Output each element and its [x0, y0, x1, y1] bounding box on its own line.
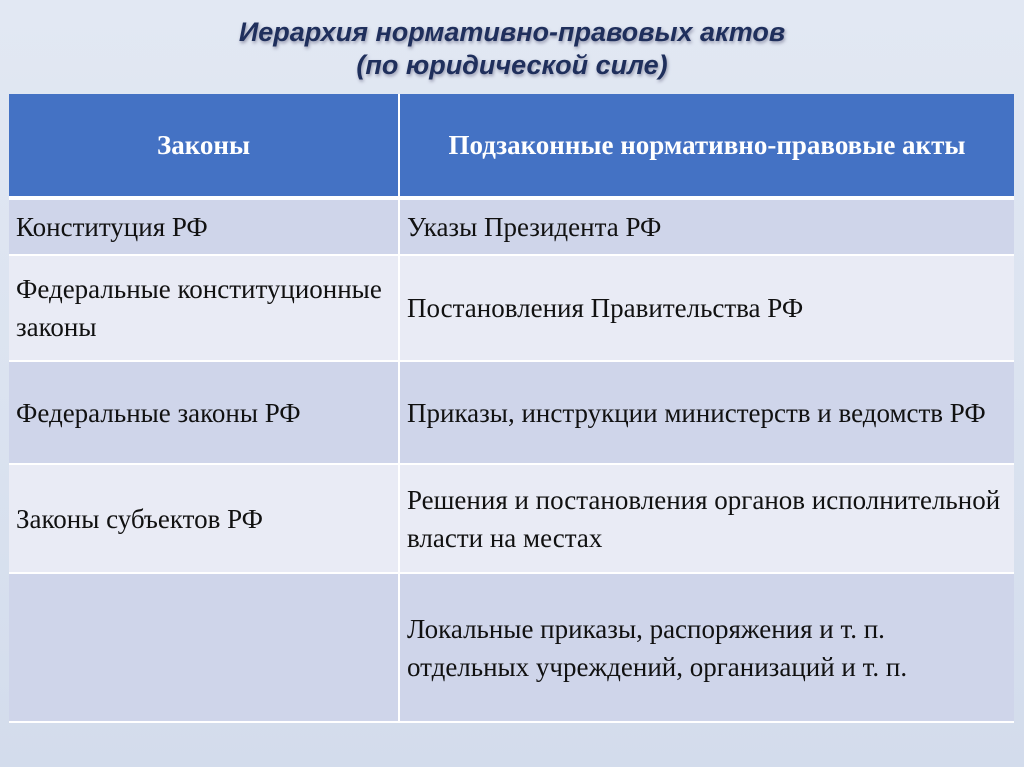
- table-header-row: [9, 94, 1014, 198]
- law-cell: Федеральные законы РФ: [9, 361, 399, 464]
- slide-title-line-2: (по юридической силе): [356, 50, 668, 80]
- slide-title-line-1: Иерархия нормативно-правовых актов: [238, 17, 786, 47]
- slide-title: [0, 16, 1024, 82]
- table-row: [9, 255, 1014, 361]
- header-bylaws: Подзаконные нормативно-правовые акты: [399, 94, 1014, 198]
- table-row: [9, 464, 1014, 573]
- table-row: [9, 198, 1014, 255]
- law-cell: Конституция РФ: [9, 198, 399, 255]
- bylaw-cell: Постановления Правительства РФ: [399, 255, 1014, 361]
- law-cell: Федеральные конституционные законы: [9, 255, 399, 361]
- header-laws: Законы: [9, 94, 399, 198]
- bylaw-cell: Локальные приказы, распоряжения и т. п. отдельных учреждений, организаций и т. п.: [399, 573, 1014, 722]
- bylaw-cell: Приказы, инструкции министерств и ведомств РФ: [399, 361, 1014, 464]
- bylaw-cell: Решения и постановления органов исполнительной власти на местах: [399, 464, 1014, 573]
- hierarchy-table: [9, 94, 1014, 723]
- bylaw-cell: Указы Президента РФ: [399, 198, 1014, 255]
- table-row: [9, 361, 1014, 464]
- table-row: [9, 573, 1014, 722]
- law-cell-empty: [9, 573, 399, 722]
- law-cell: Законы субъектов РФ: [9, 464, 399, 573]
